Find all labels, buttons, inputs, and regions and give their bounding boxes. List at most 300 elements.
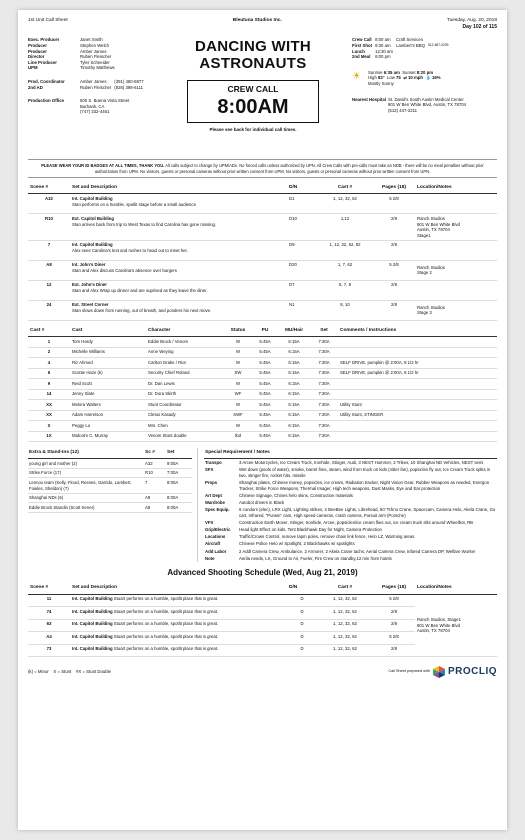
cast-character: Anne Weying: [146, 347, 224, 358]
special-label: Add Labor: [205, 548, 227, 554]
producer-role: UPM: [28, 65, 38, 71]
special-value: 3 Arcee Motorcycles, Ice Cream Truck, Ironhide, Stinger, Audi, 3 NEST Hummer, 2 Trikes, 10 Shanghai ND Vehicles, NEST semi: [239, 460, 484, 466]
special-value: Shanghai plates, Chinese money, popsicles, ice cream, Radiation tracker, Night Vision Gear, Rubber Weapons as needed, Energon Tracker, Strike Force Weapons, Thermal Imager, High tech weapons, Dust Masks, Eye and Ear protection: [239, 480, 490, 491]
cast-number: 6: [28, 368, 70, 379]
scene-location: [415, 194, 497, 214]
adv-set: Int. Capitol Building: [72, 608, 113, 614]
col-set: Set and Description: [70, 183, 287, 194]
crew-info-extra: 512-667-0209: [427, 43, 449, 48]
adv-set-desc: [70, 632, 287, 645]
cast-pickup: 5:45A: [252, 337, 278, 348]
crew-info: [338, 37, 497, 155]
producer-name: Tyler Schneider: [80, 59, 110, 65]
extras-scene: A32: [144, 459, 166, 469]
special-value: Construction Earth Mover, Stinger, Ironhide, Arcee, popsicles/ice cream flies out, ice cream truck slits around Wheelbot, RB: [239, 519, 474, 525]
production-office: [28, 98, 132, 115]
adv-pages: 2/8: [373, 607, 415, 620]
special-value: Aerila needs, LX, Ground to Air, Fueler, Fire Crew on standby,12 min from hotels: [239, 555, 392, 561]
show-title: [168, 39, 338, 72]
adv-description: Stuart performs on a humble, spotlit place that is great.: [113, 646, 219, 652]
show-title-line2: ASTRONAUTS: [199, 54, 307, 72]
extras-row: [28, 478, 192, 493]
scene-set-desc: [70, 194, 287, 214]
special-label: Wardrobe: [205, 499, 225, 505]
producer-role: Director: [28, 54, 45, 60]
producer-role: Exec. Producer: [28, 37, 60, 43]
cast-set-time: 7:30A: [310, 431, 338, 442]
cast-status: W: [224, 400, 252, 411]
scene-row: [28, 214, 497, 241]
cast-status: tbd: [224, 431, 252, 442]
adv-description: Stuart performs on a humble, spotlit place that is great.: [113, 633, 219, 639]
crew-info-label: Crew Call: [352, 37, 372, 43]
adv-dn: D: [287, 607, 317, 620]
company-name: Bleutuna Studios Inc.: [232, 18, 282, 23]
low-label: Low: [386, 75, 395, 81]
extras-set: 8:00A: [166, 503, 192, 513]
adv-dn: D: [287, 594, 317, 607]
prepared-with: Call Sheet prepared with: [388, 669, 430, 674]
show-title-line1: DANCING WITH: [194, 38, 312, 56]
office-label: Production Office: [28, 98, 65, 104]
high-temp: 82°: [378, 75, 385, 81]
cast-name: Tom Hardy: [70, 337, 146, 348]
crew-info-value: [396, 54, 428, 60]
adv-scene-number: 11: [28, 594, 70, 607]
adv-pages: 2/8: [373, 644, 415, 657]
coordinator-row: [28, 79, 147, 85]
scene-description: Stan and Alex discuss Carolina's absence over burgers: [72, 268, 177, 273]
coordinator-phone: (826) 398-6111: [114, 84, 144, 90]
scene-cast: 1, 12, 32, 62, 82: [317, 240, 373, 260]
cast-name: Scottie Haze (k): [70, 368, 146, 379]
cast-status: SWF: [224, 410, 252, 421]
adv-cast: 1, 12, 32, 62: [317, 594, 373, 607]
crew-info-value: Craft Services: [395, 37, 423, 43]
cast-number: 1X: [28, 431, 70, 442]
scene-dn: D10: [287, 214, 317, 241]
extras-set: 9:00A: [166, 459, 192, 469]
producer-name: Timothy Matthews: [80, 65, 115, 71]
adv-dn: D: [287, 632, 317, 645]
cast-name: Jenny Slate: [70, 389, 146, 400]
high-label: High: [368, 75, 377, 81]
notice-bold: PLEASE WEAR YOUR ID BADGES AT ALL TIMES, THANK YOU.: [41, 163, 165, 169]
adv-col-pages: Pages (18): [373, 583, 415, 594]
producer-name: Amber James: [80, 48, 107, 54]
cast-pickup: 5:45A: [252, 347, 278, 358]
cast-makeup: 6:15A: [278, 410, 310, 421]
hospital-phone: (512) 447-2211: [388, 107, 418, 113]
crew-info-time: 9:30 am: [375, 43, 391, 49]
crew-info-time: 8:00 am: [375, 37, 391, 43]
adv-pages: 2/8: [373, 619, 415, 632]
scene-location: Ranch Studios Stage 3: [415, 300, 497, 320]
producer-name: Stephen Welch: [80, 43, 110, 49]
extras-block: [28, 448, 198, 562]
adv-pages: 5 2/8: [373, 632, 415, 645]
col-extras-set: Set: [166, 448, 192, 459]
advanced-schedule-table: [28, 583, 497, 657]
production-contacts: [28, 37, 168, 155]
shoot-date: Tuesday, Aug. 20, 2018: [446, 18, 497, 23]
crew-info-label: 2nd Meal: [352, 54, 371, 60]
advanced-schedule-title: Advanced Shooting Schedule (Wed, Aug 21, 2019): [167, 568, 358, 578]
office-phone: (747) 332-4461: [80, 109, 110, 115]
cast-comments: [338, 389, 497, 400]
cast-set-time: 7:30A: [310, 368, 338, 379]
scene-pages: 5 2/8: [373, 260, 415, 280]
cast-row: [28, 410, 497, 421]
special-row: [204, 526, 497, 533]
adv-scene-number: 73: [28, 644, 70, 657]
col-scene: Scene #: [28, 183, 70, 194]
scene-set: Int. John's Diner: [72, 262, 106, 268]
scene-set-desc: [70, 240, 287, 260]
special-value: Wet down (pools of water), smoke, barrel fires, steam, wind from truck on kids (nitter fan), popsicles fly out, Ice Cream Truck splits in two, stinger fire, rocket hits, missile: [239, 467, 491, 478]
extras-scene: A8: [144, 493, 166, 503]
scene-dn: D20: [287, 260, 317, 280]
crew-info-time: 12:30 am: [375, 48, 393, 54]
hospital-label: Nearest Hospital: [352, 96, 386, 102]
scene-number: R10: [28, 214, 70, 241]
col-extras: Extra & Stand-Ins (12): [28, 448, 144, 459]
advanced-row: [28, 594, 497, 607]
adv-set: Int. Capitol Building: [72, 621, 113, 627]
coordinator-phone: (391) 460-5877: [114, 78, 144, 84]
sunrise: 6:35 am: [383, 69, 400, 75]
shoot-day: Day 102 of 115: [462, 24, 497, 31]
special-value: Autobot drivers in Black: [239, 499, 285, 505]
cast-status: SW: [224, 368, 252, 379]
hospital-name: St. David's South Austin Medical Center: [388, 96, 464, 102]
extras-name: Eddie Brock Standin (Scott Sener): [28, 503, 144, 513]
special-row: [204, 519, 497, 526]
cast-row: [28, 421, 497, 432]
cast-row: [28, 431, 497, 442]
low-temp: 75: [396, 75, 401, 81]
scene-set-desc: [70, 280, 287, 300]
cast-number: 1: [28, 337, 70, 348]
adv-col-dn: D/N: [287, 583, 317, 594]
special-label: Locations: [205, 534, 226, 540]
col-status: Status: [224, 326, 252, 337]
adv-cast: 1, 12, 32, 62: [317, 607, 373, 620]
extras-name: Shanghai NDs (6): [28, 493, 144, 503]
cast-number: XX: [28, 410, 70, 421]
sunrise-label: Sunrise: [368, 69, 383, 75]
cast-pickup: 5:45A: [252, 389, 278, 400]
extras-row: [28, 503, 192, 513]
adv-description: Stuart performs on a humble, spotlit place that is great.: [113, 596, 219, 602]
crew-info-time: 6:00 pm: [375, 54, 391, 60]
scene-set-desc: [70, 214, 287, 241]
humidity-icon: 💧: [425, 75, 431, 81]
sun-icon: ☀: [352, 70, 361, 82]
please-note: Please see back for individual call times.: [209, 126, 297, 132]
scene-cast: 1,12: [317, 214, 373, 241]
cast-set-time: 7:30A: [310, 421, 338, 432]
cast-comments: [338, 379, 497, 390]
scenes-table: [28, 183, 497, 321]
coordinator-role: Prod. Coordinator: [28, 78, 65, 84]
col-comments: Comments / Instructions: [338, 326, 497, 337]
adv-cast: 1, 12, 32, 62: [317, 632, 373, 645]
scene-cast: 5, 7, 8: [317, 280, 373, 300]
header-block: [28, 37, 497, 155]
cast-comments: SELF DRIVE, pumpkin @ 2:00A, 8 1/2 hr: [338, 368, 497, 379]
cast-makeup: 6:15A: [278, 421, 310, 432]
special-value: Chinese Signage, Chines helo skins, Construction materials: [239, 492, 353, 498]
crew-info-label: Lunch: [352, 48, 365, 54]
col-cast: Cast #: [317, 183, 373, 194]
cast-set-time: 7:30A: [310, 410, 338, 421]
scene-set-desc: [70, 260, 287, 280]
cast-set-time: 7:30A: [310, 389, 338, 400]
special-label: Note: [205, 555, 215, 561]
extras-set: 7:00A: [166, 468, 192, 478]
office-line2: Burbank, CA: [80, 103, 105, 109]
cast-set-time: 7:30A: [310, 347, 338, 358]
extras-row: [28, 459, 192, 469]
adv-description: Stuart performs on a humble, spotlit place that is great.: [113, 608, 219, 614]
crew-info-row: [352, 54, 452, 60]
adv-set: Int. Capitol Building: [72, 596, 113, 602]
scene-pages: 2/8: [373, 240, 415, 260]
scene-dn: D7: [287, 280, 317, 300]
cast-character: Eddie Brock / Venom: [146, 337, 224, 348]
col-cast-name: Cast: [70, 326, 146, 337]
special-label: Transpo: [205, 460, 222, 466]
date-block: [447, 18, 497, 31]
scene-number: A8: [28, 260, 70, 280]
scene-set: Ext. John's Diner: [72, 282, 107, 288]
cast-row: [28, 400, 497, 411]
special-label: Grip/Electric: [205, 527, 231, 533]
coordinator-name: Amber James: [80, 78, 107, 84]
cast-row: [28, 358, 497, 369]
adv-scene-number: 63: [28, 619, 70, 632]
special-label: Props: [205, 480, 218, 486]
scene-set: Int. Capitol Building: [72, 195, 113, 201]
humidity: 16%: [432, 75, 441, 81]
extras-scene: A8: [144, 503, 166, 513]
cast-number: 4: [28, 358, 70, 369]
scene-pages: 2/8: [373, 280, 415, 300]
cast-set-time: 7:30A: [310, 400, 338, 411]
call-sheet: [18, 10, 507, 830]
adv-description: Stuart performs on a humble, spotlit place that is great.: [113, 621, 219, 627]
crew-info-extra: [428, 54, 452, 60]
scene-location: Ranch Studios 901 W Ben White Blvd Austin, TX 78704 Stage1: [415, 214, 497, 241]
hospital-address: 901 W Ben White Blvd, Austin, TX 78704: [388, 102, 467, 108]
cast-row: [28, 379, 497, 390]
cast-row: [28, 368, 497, 379]
cast-name: Riz Ahmed: [70, 358, 146, 369]
special-row: [204, 555, 497, 562]
adv-dn: D: [287, 644, 317, 657]
notice-banner: [28, 159, 497, 178]
crew-call-label: CREW CALL: [227, 84, 279, 95]
special-row: [204, 466, 497, 479]
procliq-logo: PROCLIQ: [447, 666, 497, 678]
brand: [388, 665, 497, 678]
cast-status: W: [224, 347, 252, 358]
cast-character: Stunt Coordinator: [146, 400, 224, 411]
sunset: 8:20 pm: [416, 69, 434, 75]
cast-number: 2: [28, 347, 70, 358]
adv-location: Ranch Studios, Stage1 901 W Ben White Blvd Austin, TX 78704: [415, 594, 497, 657]
scene-number: A32: [28, 194, 70, 214]
cast-table: [28, 326, 497, 442]
special-value: Traffic/Crown Control, remove lapm poles, remove chain link fence, Helo LZ, Warming areas: [239, 534, 415, 540]
cast-number: 14: [28, 389, 70, 400]
scene-cast: 1, 7, 62: [317, 260, 373, 280]
cast-name: Peggy Lu: [70, 421, 146, 432]
office-line1: 500 S. Buena Vista Street: [80, 98, 130, 104]
scene-pages: 5 2/8: [373, 194, 415, 214]
cast-row: [28, 337, 497, 348]
title-block: [168, 37, 338, 155]
producer-role: Producer: [28, 48, 47, 54]
cast-character: Carlton Drake / Riot: [146, 358, 224, 369]
special-requirements: [198, 448, 497, 562]
special-row: [204, 548, 497, 555]
col-extras-sc: Sc #: [144, 448, 166, 459]
scene-location: Ranch Studios Stage 2: [415, 260, 497, 280]
scene-description: Stan performs on a humble, spotlit stage before a small audience: [72, 201, 196, 207]
cast-status: W: [224, 421, 252, 432]
adv-set-desc: [70, 619, 287, 632]
cast-pickup: 5:45A: [252, 400, 278, 411]
special-row: [204, 533, 497, 540]
cast-character: Cletus Kasady: [146, 410, 224, 421]
crew-info-label: First Shot: [352, 43, 373, 49]
scene-cast: 8, 10: [317, 300, 373, 320]
col-dn: D/N: [287, 183, 317, 194]
col-cast-num: Cast #: [28, 326, 70, 337]
special-label: Art Dept: [205, 492, 222, 498]
notice-text: All calls subject to change by UPM/ADs. No forced calls unless authorized by UPN. All Crew Calls with pre-calls must take an NDB - there will be no meal penalties without prior authorization from UPM. No visitors, guests or personal cameras without prior written consent from UPM. No visitors, guests or personal cameras without prior written consent from UPN.: [94, 163, 484, 174]
cast-set-time: 7:30A: [310, 379, 338, 390]
col-pages: Pages (18): [373, 183, 415, 194]
cast-comments: SELF DRIVE, pumpkin @ 2:00A, 8 1/2 hr: [338, 358, 497, 369]
scene-pages: 2/8: [373, 300, 415, 320]
cast-pickup: 5:45A: [252, 410, 278, 421]
cast-makeup: 6:15A: [278, 400, 310, 411]
cast-makeup: 6:15A: [278, 347, 310, 358]
adv-col-scene: Scene #: [28, 583, 70, 594]
wind-speed: 10 mph: [408, 75, 424, 81]
scene-description: Stan slows down from running, out of breath, and ponders his next move.: [72, 308, 212, 313]
special-row: [204, 459, 497, 466]
cast-number: 9: [28, 379, 70, 390]
requirements-section: [28, 448, 497, 562]
cast-character: Security Chief Roland: [146, 368, 224, 379]
cast-name: Melora Walters: [70, 400, 146, 411]
scene-row: [28, 260, 497, 280]
cast-pickup: 5:45A: [252, 421, 278, 432]
special-value: 2 Addl Camera Crew, Ambulance, 2 Armorer, 2 Akela Crane tachs, Aerial Camera Crew, Infared Camera DP, Welfare Worker: [239, 548, 476, 554]
scene-number: 7: [28, 240, 70, 260]
sheet-type: 1st Unit Call Sheet: [28, 18, 68, 23]
extras-set: 8:00A: [166, 493, 192, 503]
cast-pickup: 5:45A: [252, 358, 278, 369]
special-row: [204, 479, 497, 492]
adv-scene-number: 74: [28, 607, 70, 620]
producer-name: Janet Smith: [80, 37, 103, 43]
cast-comments: [338, 337, 497, 348]
cast-number: X: [28, 421, 70, 432]
footer: [28, 665, 497, 678]
producer-role: Producer: [28, 43, 47, 49]
cast-pickup: 5:45A: [252, 368, 278, 379]
scene-description: Stan and Alex Wrap up dinner and are suprised as they leave the diner.: [72, 288, 208, 293]
special-value: Head light Effect on kids, Tent Blackhawk Day for Night, Camera Protection: [239, 527, 382, 533]
cast-comments: Utility Stunt: [338, 400, 497, 411]
special-header: Special Requirement / Notes: [204, 448, 497, 459]
cast-set-time: 7:30A: [310, 337, 338, 348]
special-label: Aircraft: [205, 541, 221, 547]
scene-location: [415, 240, 497, 260]
special-label: Spec Equip.: [205, 507, 230, 513]
procliq-logo-icon: [433, 666, 445, 678]
scene-dn: D9: [287, 240, 317, 260]
cast-character: Venom Stunt double: [146, 431, 224, 442]
scene-set: Int. Capitol Building: [72, 242, 113, 248]
special-value: 6 condors (elec), LRX Light, Lighting strikes, 2 BeeBee Lights, Librehead, 50' Tchno Crane, Spacecam, Camera Helo, Akela Crane, Go cart, Infrared, "Purwin" cam, High speed cameras, crash camera, Pursuit arm (Porsche): [239, 507, 496, 518]
special-row: [204, 541, 497, 548]
extras-name: Strike Force (17): [28, 468, 144, 478]
adv-set-desc: [70, 644, 287, 657]
scene-set: Ext. Street Corner: [72, 302, 109, 308]
adv-scene-number: A4: [28, 632, 70, 645]
special-row: [204, 506, 497, 519]
adv-cast: 1, 12, 32, 62: [317, 619, 373, 632]
extras-name: Lennox team (Kelly, Flood, Reeves, Garrido, Lambert, Fowles, Sheldon) (7): [28, 478, 144, 493]
col-pu: PU: [252, 326, 278, 337]
col-location: Location/Notes: [415, 183, 497, 194]
cast-pickup: 5:45A: [252, 431, 278, 442]
col-set-time: Set: [310, 326, 338, 337]
producer-name: Ruben Fleischer: [80, 54, 112, 60]
scene-row: [28, 300, 497, 320]
cast-comments: [338, 347, 497, 358]
extras-row: [28, 468, 192, 478]
crew-call-time: 8:00AM: [217, 95, 289, 118]
cast-makeup: 6:15A: [278, 358, 310, 369]
producer-role: Line Producer: [28, 59, 57, 65]
scene-cast: 1, 12, 32, 62: [317, 194, 373, 214]
cast-status: W: [224, 379, 252, 390]
adv-cast: 1, 12, 32, 62: [317, 644, 373, 657]
adv-col-location: Location/Notes: [415, 583, 497, 594]
wind-icon: ⇄: [403, 75, 407, 81]
cast-name: Malcolm C. Murray: [70, 431, 146, 442]
scene-dn: D1: [287, 194, 317, 214]
cast-status: WF: [224, 389, 252, 400]
special-row: [204, 492, 497, 499]
top-row: [28, 18, 497, 31]
special-value: Chinese Police Helo w/ Spotlight, 2 Blackhawks w/ spotlights: [239, 541, 355, 547]
cast-comments: [338, 421, 497, 432]
coordinator-name: Ruben Fleischer: [80, 84, 112, 90]
scene-number: 12: [28, 280, 70, 300]
cast-pickup: 5:45A: [252, 379, 278, 390]
cast-makeup: 6:15A: [278, 379, 310, 390]
special-label: VFX: [205, 519, 214, 525]
cast-makeup: 6:15A: [278, 368, 310, 379]
